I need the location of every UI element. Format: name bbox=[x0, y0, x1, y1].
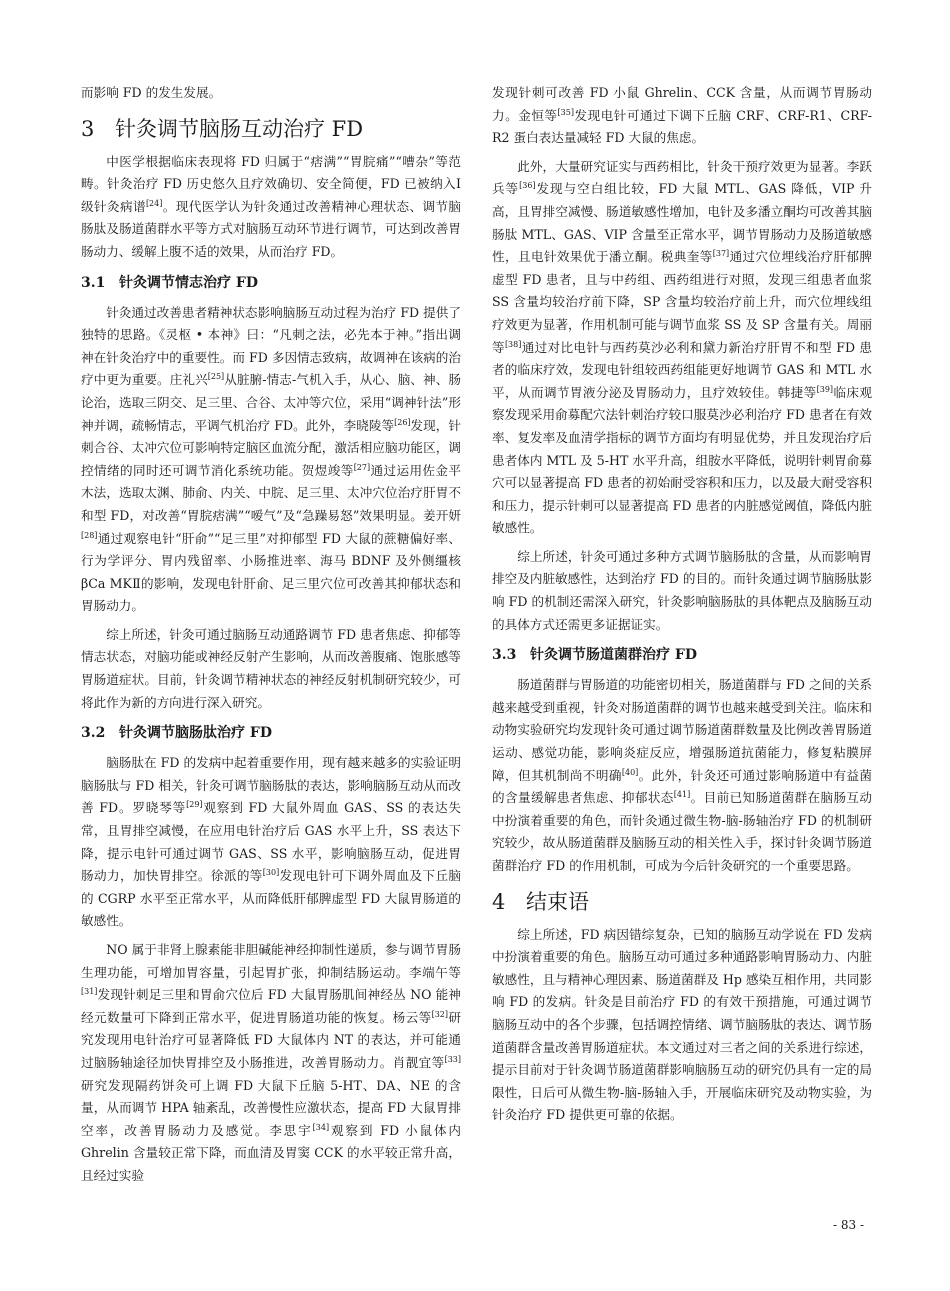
paragraph: 而影响 FD 的发生发展。 bbox=[81, 85, 222, 100]
citation: [36] bbox=[519, 181, 536, 191]
citation: [31] bbox=[81, 987, 98, 996]
citation: [41] bbox=[673, 790, 691, 800]
paragraph: 综上所述，针灸可通过脑肠互动通路调节 FD 患者焦虑、抑郁等情志状态，对脑功能或神经反射产生影响，从而改善腹痛、饱胀感等胃肠道症状。目前，针灸调节精神状态的神经反射机制研究较少，可将此作为新的方向进行深入研究。 bbox=[81, 626, 461, 710]
left-column bbox=[81, 82, 461, 1194]
citation: [29] bbox=[186, 800, 203, 810]
citation: [26] bbox=[394, 417, 411, 427]
citation: [28] bbox=[81, 530, 98, 540]
subsection-heading-3-3 bbox=[492, 644, 872, 666]
section-title: 结束语 bbox=[526, 889, 589, 914]
citation: [30] bbox=[262, 868, 280, 878]
paragraph: NO 属于非肾上腺素能非胆碱能神经抑制性递质，参与调节胃肠生理功能，可增加胃容量，引起胃扩张，抑制结肠运动。李端午等[31]发现针刺足三里和胃俞穴位后 FD 大鼠胃肠肌间神经丛 NO 能神经元数量可下降到正常水平，促进胃肠道功能的恢复。杨云等[32]研究发现用电针治疗可显著降低 FD 大鼠体内 NT 的表达，并可能通过脑肠轴途径加快胃排空及小肠推进，改善胃肠动力。肖靓宜等[33]研究发现隔药饼灸可上调 FD 大鼠下丘脑 5-HT、DA、NE 的含量，从而调节 HPA 轴紊乱，改善慢性应激状态，提高 FD 大鼠胃排空率，改善胃肠动力及感觉。李思宇[34]观察到 FD 小鼠体内 Ghrelin 含量较正常下降，而血清及胃窦 CCK 的水平较正常升高，且经过实验 bbox=[81, 942, 462, 1183]
paragraph: 针灸通过改善患者精神状态影响脑肠互动过程为治疗 FD 提供了独特的思路。《灵枢 • 本神》曰：“凡刺之法，必先本于神。”指出调神在针灸治疗中的重要性。而 FD 多因情志致病，故调神在该病的治疗中更为重要。庄礼兴[25]从脏腑-情志-气机入手，从心、脑、神、肠论治，选取三阴交、足三里、合谷、太冲等穴位，采用“调神针法”形神并调，疏畅情志，平调气机治疗 FD。此外，李晓陵等[26]发现，针刺合谷、太冲穴位可影响特定脑区血流分配，激活相应脑功能区，调控情绪的同时还可调节消化系统功能。贺煜竣等[27]通过运用佐金平木法，选取太渊、肺俞、内关、中脘、足三里、太冲穴位治疗肝胃不和型 FD，对改善“胃脘痞满”“嗳气”及“急躁易怒”效果明显。姜开妍[28]通过观察电针“肝俞”“足三里”对抑郁型 FD 大鼠的蔗糖偏好率、行为学评分、胃内残留率、小肠推进率、海马 BDNF 及外侧缰核 βCa MKⅡ的影响，发现电针肝俞、足三里穴位可改善其抑郁状态和胃肠动力。 bbox=[81, 304, 462, 614]
citation: [37] bbox=[712, 248, 730, 258]
subsection-title: 针灸调节肠道菌群治疗 FD bbox=[530, 647, 697, 664]
citation: [25] bbox=[207, 372, 225, 382]
section-number: 3 bbox=[81, 116, 95, 141]
subsection-title: 针灸调节脑肠肽治疗 FD bbox=[119, 725, 272, 742]
citation: [27] bbox=[353, 462, 371, 472]
subsection-heading-3-2 bbox=[81, 722, 461, 744]
citation: [34] bbox=[312, 1122, 330, 1132]
citation: [39] bbox=[816, 384, 834, 394]
paragraph: 综上所述，FD 病因错综复杂，已知的脑肠互动学说在 FD 发病中扮演着重要的角色。脑肠互动可通过多种通路影响胃肠动力、内脏敏感性，且与精神心理因素、肠道菌群及 Hp 感染互相作用，共同影响 FD 的发病。针灸是目前治疗 FD 的有效干预措施，可通过调节脑肠互动中的各个步骤，包括调控情绪、调节脑肠肽的表达、调节肠道菌群含量改善胃肠道症状。本文通过对三者之间的关系进行综述，提示目前对于针灸调节肠道菌群影响脑肠互动的研究仍具有一定的局限性，日后可从微生物-脑-肠轴入手，开展临床研究及动物实验，为针灸治疗 FD 提供更可靠的依据。 bbox=[492, 926, 872, 1123]
paragraph: 肠道菌群与胃肠道的功能密切相关，肠道菌群与 FD 之间的关系越来越受到重视，针灸对肠道菌群的调节也越来越受到关注。临床和动物实验研究均发现针灸可通过调节肠道菌群数量及比例改善胃肠道运动、感觉功能，影响炎症反应，增强肠道抗菌能力，修复粘膜屏障，但其机制尚不明确[40]。此外，针灸还可通过影响肠道中有益菌的含量缓解患者焦虑、抑郁状态[41]。目前已知肠道菌群在脑肠互动中扮演着重要的角色，而针灸通过微生物-脑-肠轴治疗 FD 的机制研究较少，故从肠道菌群及脑肠互动的相关性入手，探讨针灸调节肠道菌群治疗 FD 的作用机制，可成为今后针灸研究的一个重要思路。 bbox=[492, 677, 873, 873]
citation: [35] bbox=[557, 107, 574, 117]
page-number: - 83 - bbox=[832, 1218, 864, 1232]
section-heading-4 bbox=[492, 888, 872, 916]
paragraph: 脑肠肽在 FD 的发病中起着重要作用，现有越来越多的实验证明脑肠肽与 FD 相关，针灸可调节脑肠肽的表达，影响脑肠互动从而改善 FD。罗晓琴等[29]观察到 FD 大鼠外周血 GAS、SS 的表达失常，且胃排空减慢，在应用电针治疗后 GAS 水平上升，SS 表达下降，提示电针可通过调节 GAS、SS 水平，影响脑肠互动，促进胃肠动力，加快胃排空。徐派的等[30]发现电针可下调外周血及下丘脑的 CGRP 水平至正常水平，从而降低肝郁脾虚型 FD 大鼠胃肠道的敏感性。 bbox=[81, 755, 462, 929]
subsection-title: 针灸调节情志治疗 FD bbox=[119, 274, 258, 291]
section-title: 针灸调节脑肠互动治疗 FD bbox=[115, 116, 364, 141]
citation: [33] bbox=[444, 1054, 461, 1064]
citation: [32] bbox=[431, 1009, 449, 1019]
subsection-number: 3.2 bbox=[81, 725, 106, 742]
citation: [38] bbox=[504, 339, 522, 349]
citation: [40] bbox=[621, 767, 639, 777]
subsection-number: 3.3 bbox=[492, 647, 517, 664]
section-heading-3 bbox=[81, 115, 461, 143]
paragraph: 发现针刺可改善 FD 小鼠 Ghrelin、CCK 含量，从而调节胃肠动力。金恒等[35]发现电针可通过下调下丘脑 CRF、CRF-R1、CRF-R2 蛋白表达量减轻 FD 大鼠的焦虑。 bbox=[492, 85, 872, 146]
section-number: 4 bbox=[492, 889, 506, 914]
paragraph: 此外，大量研究证实与西药相比，针灸干预疗效更为显著。李跃兵等[36]发现与空白组比较，FD 大鼠 MTL、GAS 降低，VIP 升高，且胃排空减慢、肠道敏感性增加，电针及多潘立酮均可改善其脑肠肽 MTL、GAS、VIP 含量至正常水平，调节胃肠动力及肠道敏感性，且电针效果优于潘立酮。税典奎等[37]通过穴位埋线治疗肝郁脾虚型 FD 患者，且与中药组、西药组进行对照，发现三组患者血浆 SS 含量均较治疗前下降，SP 含量均较治疗前上升，而穴位埋线组疗效更为显著，作用机制可能与调节血浆 SS 及 SP 含量有关。周丽等[38]通过对比电针与西药莫沙必利和黛力新治疗肝胃不和型 FD 患者的临床疗效，发现电针组较西药组能更好地调节 GAS 和 MTL 水平，从而调节胃液分泌及胃肠动力，且疗效较佳。韩捷等[39]临床观察发现采用俞募配穴法针刺治疗较口服莫沙必利治疗 FD 患者在有效率、复发率及血清学指标的调节方面均有明显优势，并且发现治疗后患者体内 MTL 及 5-HT 水平升高，组胺水平降低，说明针刺胃俞募穴可以显著提高 FD 患者的初始耐受容积和压力，以及最大耐受容积和压力，提示针刺可以显著提高 FD 患者的内脏感觉阈值，降低内脏敏感性。 bbox=[492, 158, 873, 536]
subsection-heading-3-1 bbox=[81, 272, 461, 294]
right-column bbox=[492, 82, 872, 1133]
paragraph: 综上所述，针灸可通过多种方式调节脑肠肽的含量，从而影响胃排空及内脏敏感性，达到治疗 FD 的目的。而针灸通过调节脑肠肽影响 FD 的机制还需深入研究，针灸影响脑肠肽的具体靶点及脑肠互动的具体方式还需更多证据证实。 bbox=[492, 548, 872, 632]
subsection-number: 3.1 bbox=[81, 274, 106, 291]
citation: [24] bbox=[145, 198, 163, 208]
paragraph: 中医学根据临床表现将 FD 归属于“痞满”“胃脘痛”“嘈杂”等范畴。针灸治疗 FD 历史悠久且疗效确切、安全简便，FD 已被纳入Ⅰ级针灸病谱[24]。现代医学认为针灸通过改善精神心理状态、调节脑肠肽及肠道菌群水平等方式对脑肠互动环节进行调节，可达到改善胃肠动力、缓解上腹不适的效果，从而治疗 FD。 bbox=[81, 153, 462, 259]
